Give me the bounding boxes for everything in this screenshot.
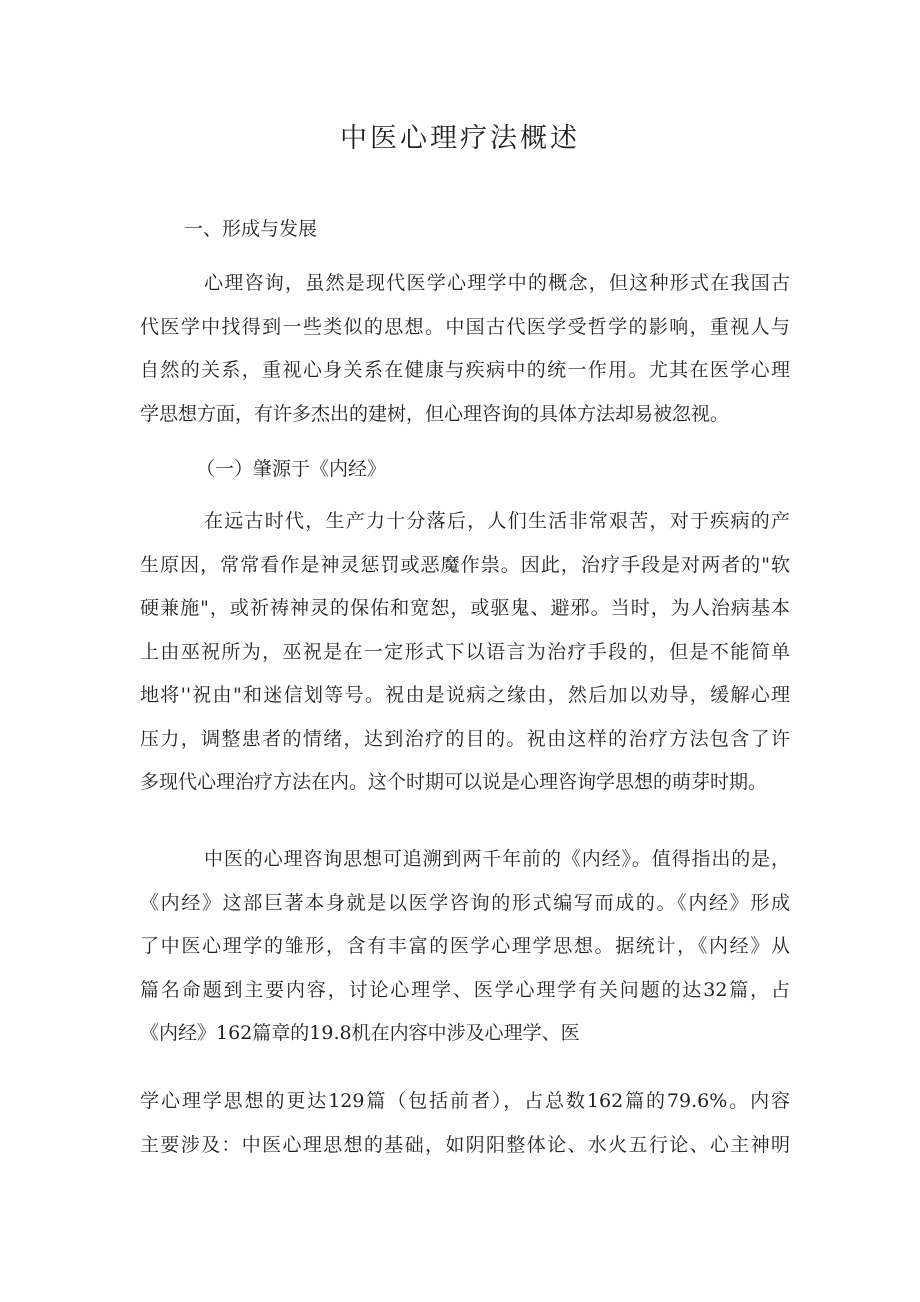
paragraph-line: 硬兼施"，或祈祷神灵的保佑和宽恕，或驱鬼、避邪。当时，为人治病基本 bbox=[140, 597, 790, 619]
subsection-heading-neijing: （一）肇源于《内经》 bbox=[196, 458, 387, 480]
paragraph-line: 自然的关系，重视心身关系在健康与疾病中的统一作用。尤其在医学心理 bbox=[140, 359, 790, 381]
paragraph-line: 代医学中找得到一些类似的思想。中国古代医学受哲学的影响，重视人与 bbox=[140, 315, 790, 338]
paragraph-intro bbox=[140, 262, 790, 436]
paragraph-line: 多现代心理治疗方法在内。这个时期可以说是心理咨询学思想的萌芽时期。 bbox=[140, 771, 768, 793]
paragraph-line: 心理咨询，虽然是现代医学心理学中的概念，但这种形式在我国古 bbox=[204, 272, 790, 294]
paragraph-line: 上由巫祝所为，巫祝是在一定形式下以语言为治疗手段的，但是不能简单 bbox=[140, 640, 790, 663]
paragraph-line: 《内经》162篇章的19.8机在内容中涉及心理学、医 bbox=[140, 1022, 580, 1044]
paragraph-line: 主要涉及：中医心理思想的基础，如阴阳整体论、水火五行论、心主神明 bbox=[140, 1133, 790, 1156]
paragraph-line: 篇名命题到主要内容，讨论心理学、医学心理学有关问题的达32篇，占 bbox=[140, 978, 790, 1001]
paragraph-neijing-origin bbox=[140, 838, 790, 1056]
section-heading-formation: 一、形成与发展 bbox=[184, 218, 318, 240]
document-title: 中医心理疗法概述 bbox=[340, 123, 580, 154]
paragraph-line: 在远古时代，生产力十分落后，人们生活非常艰苦，对于疾病的产 bbox=[204, 510, 790, 532]
paragraph-line: 压力，调整患者的情绪，达到治疗的目的。祝由这样的治疗方法包含了许 bbox=[140, 727, 790, 750]
paragraph-ancient bbox=[140, 500, 790, 805]
paragraph-line: 生原因，常常看作是神灵惩罚或恶魔作祟。因此，治疗手段是对两者的"软 bbox=[140, 553, 790, 576]
paragraph-line: 学思想方面，有许多杰出的建树，但心理咨询的具体方法却易被忽视。 bbox=[140, 402, 730, 425]
paragraph-line: 学心理学思想的更达129篇（包括前者），占总数162篇的79.6%。内容 bbox=[140, 1090, 790, 1112]
paragraph-line: 地将''祝由"和迷信划等号。祝由是说病之缘由，然后加以劝导，缓解心理 bbox=[140, 684, 790, 706]
paragraph-line: 中医的心理咨询思想可追溯到两千年前的《内经》。值得指出的是， bbox=[204, 848, 790, 870]
paragraph-neijing-stats bbox=[140, 1080, 790, 1167]
paragraph-line: 《内经》这部巨著本身就是以医学咨询的形式编写而成的。《内经》形成 bbox=[140, 891, 790, 914]
paragraph-line: 了中医心理学的雏形，含有丰富的医学心理学思想。据统计，《内经》从 bbox=[140, 935, 790, 957]
